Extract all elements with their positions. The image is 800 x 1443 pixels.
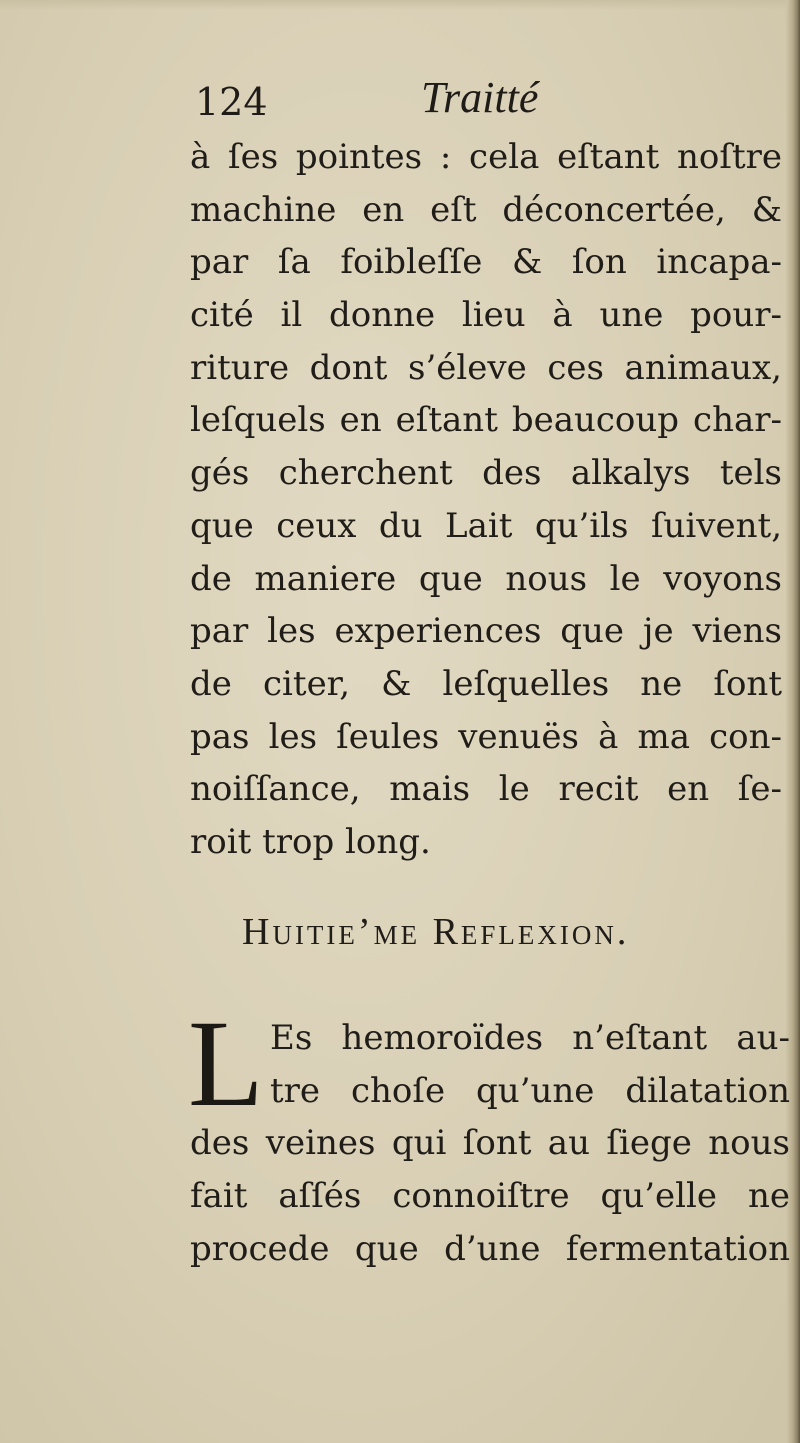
text-line: des veines qui ſont au ſiege nous <box>190 1123 790 1164</box>
text-line: riture dont s’éleve ces animaux, <box>190 347 782 388</box>
text-line: de citer, & leſquelles ne ſont <box>190 663 782 704</box>
running-title: Traitté <box>421 73 539 122</box>
text-line: cité il donne lieu à une pour- <box>190 295 782 336</box>
text-line: noiſſance, mais le recit en ſe- <box>190 769 782 810</box>
text-line: fait aſſés connoiſtre qu’elle ne <box>190 1176 790 1217</box>
text-line: à ſes pointes : cela eſtant noſtre <box>190 137 782 177</box>
text-line: de maniere que nous le voyons <box>190 558 782 599</box>
paragraph-2 <box>190 1012 790 1275</box>
section-heading: Huitie’me Reflexion. <box>242 911 630 953</box>
text-line: par ſa foibleſſe & ſon incapa- <box>190 242 782 283</box>
text-line: Es hemoroïdes n’eſtant au- <box>270 1018 790 1058</box>
text-line: pas les ſeules venuës à ma con- <box>190 716 782 757</box>
text-line: que ceux du Lait qu’ils ſuivent, <box>190 505 782 546</box>
text-line: gés cherchent des alkalys tels <box>190 453 782 494</box>
paragraph-1 <box>190 131 782 869</box>
text-line: roit trop long. <box>190 821 431 862</box>
page-header <box>195 72 755 132</box>
text-line: par les experiences que je viens <box>190 611 782 652</box>
text-line: leſquels en eſtant beaucoup char- <box>190 400 782 441</box>
page-number: 124 <box>195 80 268 124</box>
text-line: tre choſe qu’une dilatation <box>270 1070 790 1111</box>
drop-cap: L <box>188 995 264 1132</box>
text-line: machine en eſt déconcertée, & <box>190 189 782 230</box>
text-line: procede que d’une fermentation <box>190 1228 790 1269</box>
page-top-shadow <box>0 0 800 10</box>
